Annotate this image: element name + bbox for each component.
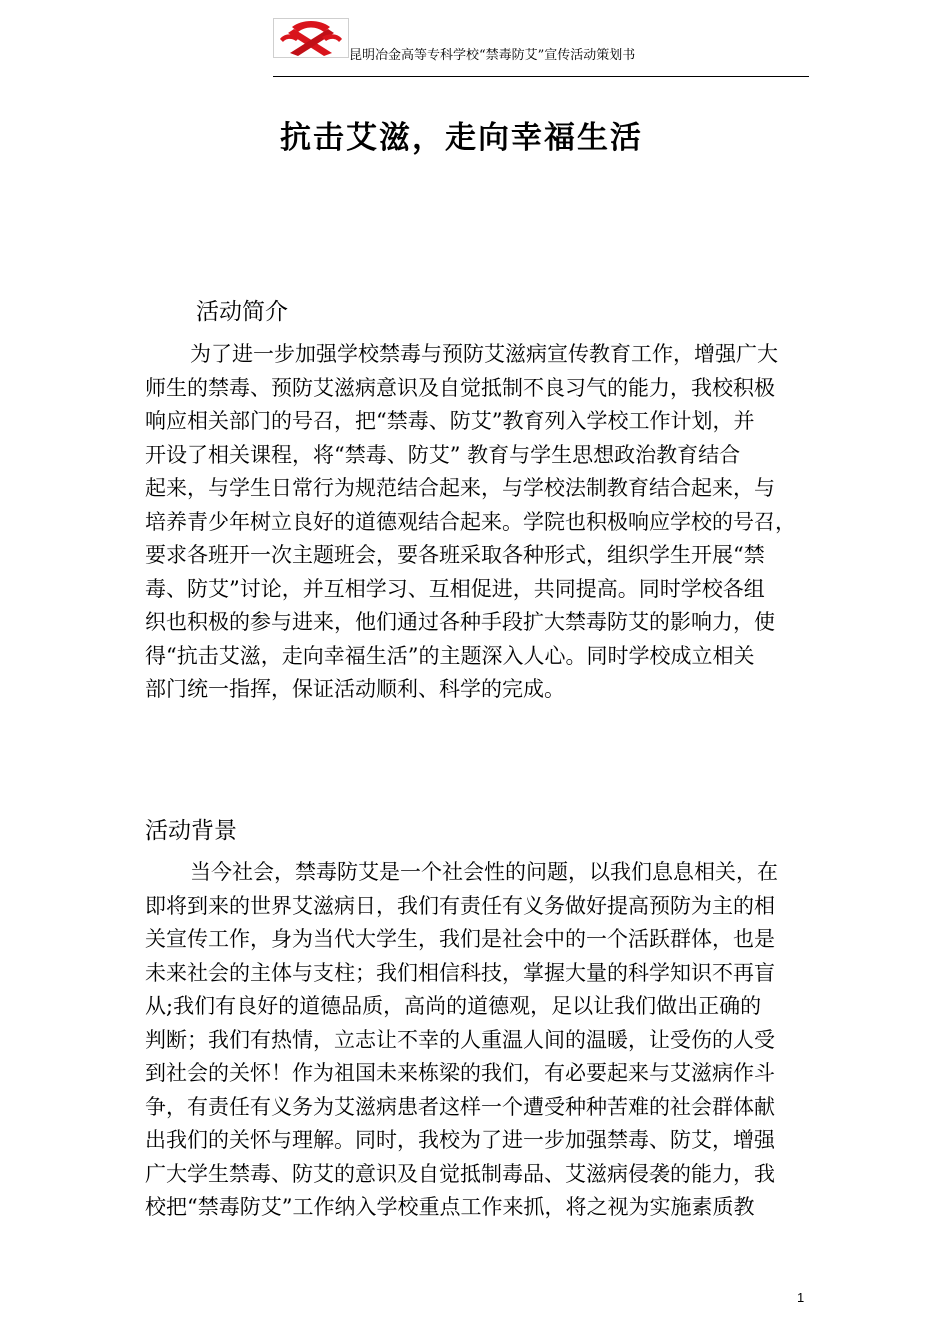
text-line: 到社会的关怀！作为祖国未来栋梁的我们，有必要起来与艾滋病作斗 [145,1061,775,1085]
header-text: 昆明冶金高等专科学校“禁毒防艾”宣传活动策划书 [349,48,636,63]
text-line: 未来社会的主体与支柱；我们相信科技，掌握大量的科学知识不再盲 [145,960,775,985]
paragraph-background [145,856,809,1225]
text-line: 从;我们有良好的道德品质，高尚的道德观，足以让我们做出正确的 [145,994,762,1018]
text-line: 广大学生禁毒、防艾的意识及自觉抵制毒品、艾滋病侵袭的能力，我 [145,1161,775,1186]
text-line: 响应相关部门的号召，把“禁毒、防艾”教育列入学校工作计划，并 [145,409,755,433]
text-line: 毒、防艾”讨论，并互相学习、互相促进，共同提高。同时学校各组 [145,576,765,601]
paragraph-intro [145,338,809,707]
section-heading-intro: 活动简介 [196,299,288,325]
page-header [273,18,809,78]
text-line: 为了进一步加强学校禁毒与预防艾滋病宣传教育工作，增强广大 [190,342,778,366]
red-ribbon-icon [274,19,348,57]
document-title: 抗击艾滋，走向幸福生活 [280,120,643,156]
text-line: 关宣传工作，身为当代大学生，我们是社会中的一个活跃群体，也是 [145,927,775,951]
text-line: 出我们的关怀与理解。同时，我校为了进一步加强禁毒、防艾，增强 [145,1128,775,1152]
text-line: 起来，与学生日常行为规范结合起来，与学校法制教育结合起来，与 [145,476,775,500]
text-line: 争，有责任有义务为艾滋病患者这样一个遭受种种苦难的社会群体献 [145,1094,775,1119]
text-line: 要求各班开一次主题班会，要各班采取各种形式，组织学生开展“禁 [145,543,765,567]
text-line: 师生的禁毒、预防艾滋病意识及自觉抵制不良习气的能力，我校积极 [145,375,775,400]
text-line: 开设了相关课程，将“禁毒、防艾” 教育与学生思想政治教育结合 [145,442,741,467]
text-line: 校把“禁毒防艾”工作纳入学校重点工作来抓，将之视为实施素质教 [145,1195,755,1219]
text-line: 部门统一指挥，保证活动顺利、科学的完成。 [145,677,565,701]
header-divider [273,76,809,77]
text-line: 培养青少年树立良好的道德观结合起来。学院也积极响应学校的号召， [145,509,796,534]
red-ribbon-logo [273,18,349,58]
text-line: 即将到来的世界艾滋病日，我们有责任有义务做好提高预防为主的相 [145,893,775,918]
text-line: 得“抗击艾滋，走向幸福生活”的主题深入人心。同时学校成立相关 [145,643,755,668]
section-heading-background: 活动背景 [145,818,237,844]
page-number: 1 [797,1290,805,1305]
text-line: 判断；我们有热情，立志让不幸的人重温人间的温暖，让受伤的人受 [145,1027,775,1052]
text-line: 当今社会，禁毒防艾是一个社会性的问题，以我们息息相关，在 [190,860,778,884]
text-line: 织也积极的参与进来，他们通过各种手段扩大禁毒防艾的影响力，使 [145,610,775,634]
